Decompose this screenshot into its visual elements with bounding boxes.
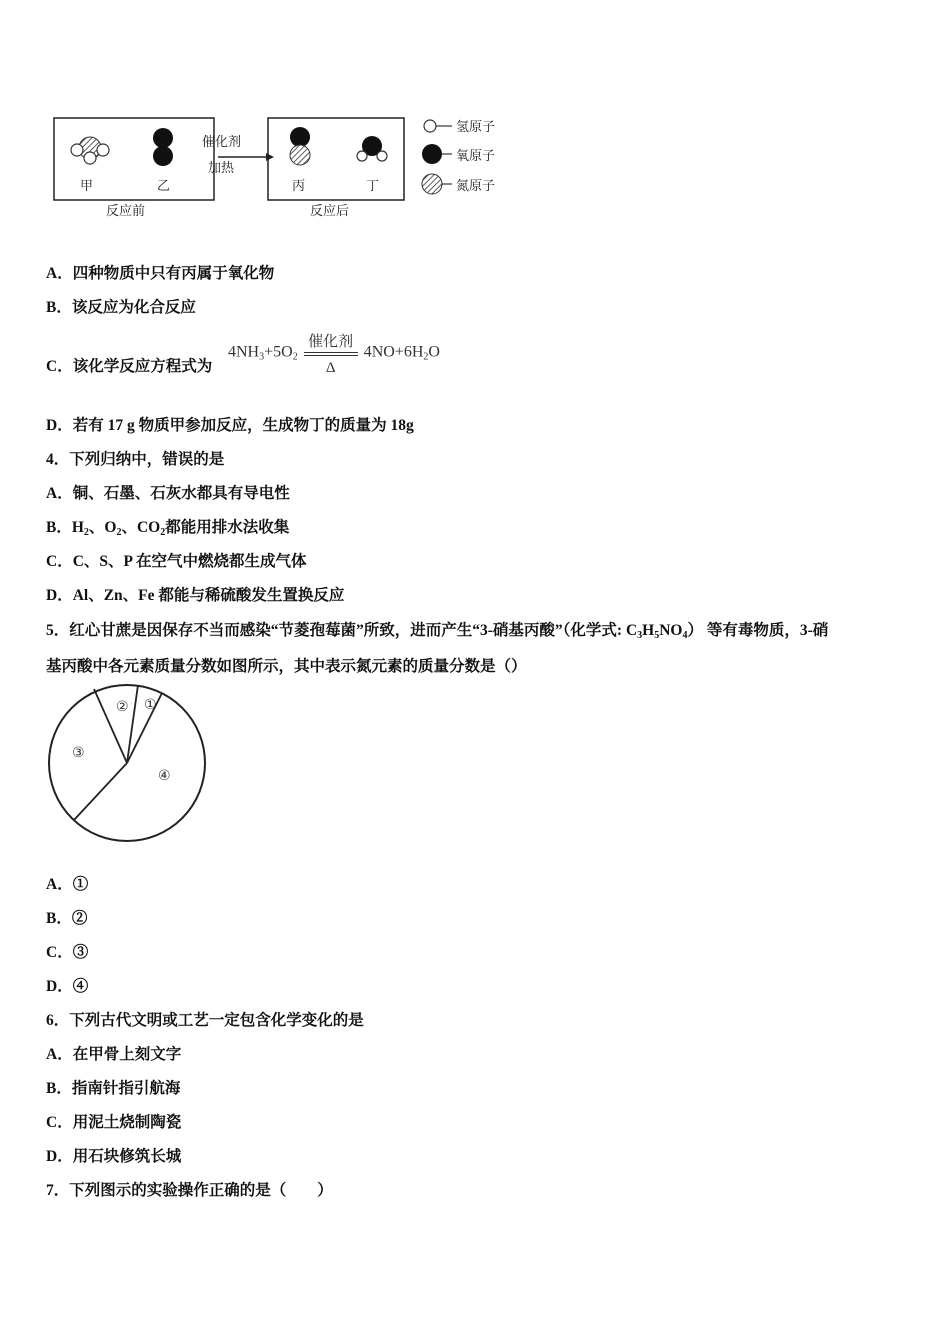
legend-nitrogen [422, 174, 495, 194]
q5-stem-line2: 基丙酸中各元素质量分数如图所示，其中表示氮元素的质量分数是（） [46, 658, 527, 675]
q3-option-b: B．该反应为化合反应 [46, 299, 196, 316]
q6-option-b: B．指南针指引航海 [46, 1080, 181, 1097]
arrow-top-label: 催化剂 [202, 135, 242, 150]
q4-stem: 4．下列归纳中，错误的是 [46, 451, 225, 468]
after-caption: 反应后 [310, 204, 350, 219]
q6-stem: 6．下列古代文明或工艺一定包含化学变化的是 [46, 1012, 364, 1029]
before-box [54, 118, 214, 200]
mass-fraction-pie [46, 682, 211, 847]
pie-label-1: ① [144, 697, 157, 713]
q6-option-c: C．用泥土烧制陶瓷 [46, 1114, 182, 1131]
pie-label-2: ② [116, 699, 129, 715]
label-bing: 丙 [292, 179, 306, 194]
q3-option-c-prefix: C．该化学反应方程式为 [46, 358, 213, 375]
molecule-bing [290, 127, 310, 165]
q6-option-a: A．在甲骨上刻文字 [46, 1046, 182, 1063]
q3-option-d: D．若有 17 g 物质甲参加反应，生成物丁的质量为 18g [46, 417, 414, 434]
q3-equation: $4NH_3+5O_2$ $\frac{\text{催化剂}}{\Delta}$ $4NO+6H_2O$ [228, 332, 440, 376]
label-jia: 甲 [80, 179, 94, 194]
q5-stem-line1: 5．红心甘蔗是因保存不当而感染“节菱孢莓菌”所致，进而产生“3-硝基丙酸”（化学式: $C_3H_5NO_4$） 等有毒物质，3-硝 [46, 622, 829, 641]
arrow-bottom-label: 加热 [208, 161, 235, 176]
pie-label-3: ③ [72, 745, 85, 761]
q3-option-a: A．四种物质中只有丙属于氧化物 [46, 265, 275, 282]
molecule-jia [71, 137, 109, 164]
label-yi: 乙 [157, 179, 171, 194]
q5-option-b: B．② [46, 910, 88, 927]
svg-text:氧原子: 氧原子 [456, 149, 496, 164]
q5-option-d: D．④ [46, 978, 89, 995]
q7-stem: 7．下列图示的实验操作正确的是（ ） [46, 1182, 333, 1199]
q4-option-b: B．$H_2$、$O_2$、$CO_2$都能用排水法收集 [46, 519, 290, 538]
q4-option-d: D．Al、Zn、Fe 都能与稀硫酸发生置换反应 [46, 587, 345, 604]
q5-option-c: C．③ [46, 944, 89, 961]
legend-oxygen [422, 144, 495, 164]
svg-text:氮原子: 氮原子 [456, 179, 496, 194]
q4-option-a: A．铜、石墨、石灰水都具有导电性 [46, 485, 290, 502]
reaction-diagram [40, 110, 530, 225]
q4-option-c: C．C、S、P 在空气中燃烧都生成气体 [46, 553, 307, 570]
reaction-condition: $\frac{\text{催化剂}}{\Delta}$ [302, 330, 360, 376]
q5-option-a: A．① [46, 876, 89, 893]
before-caption: 反应前 [106, 204, 146, 219]
molecule-ding [357, 136, 387, 161]
q6-option-d: D．用石块修筑长城 [46, 1148, 182, 1165]
pie-label-4: ④ [158, 768, 171, 784]
legend-hydrogen [424, 120, 495, 135]
label-ding: 丁 [366, 179, 380, 194]
svg-text:氢原子: 氢原子 [456, 120, 496, 135]
molecule-yi [153, 128, 173, 166]
